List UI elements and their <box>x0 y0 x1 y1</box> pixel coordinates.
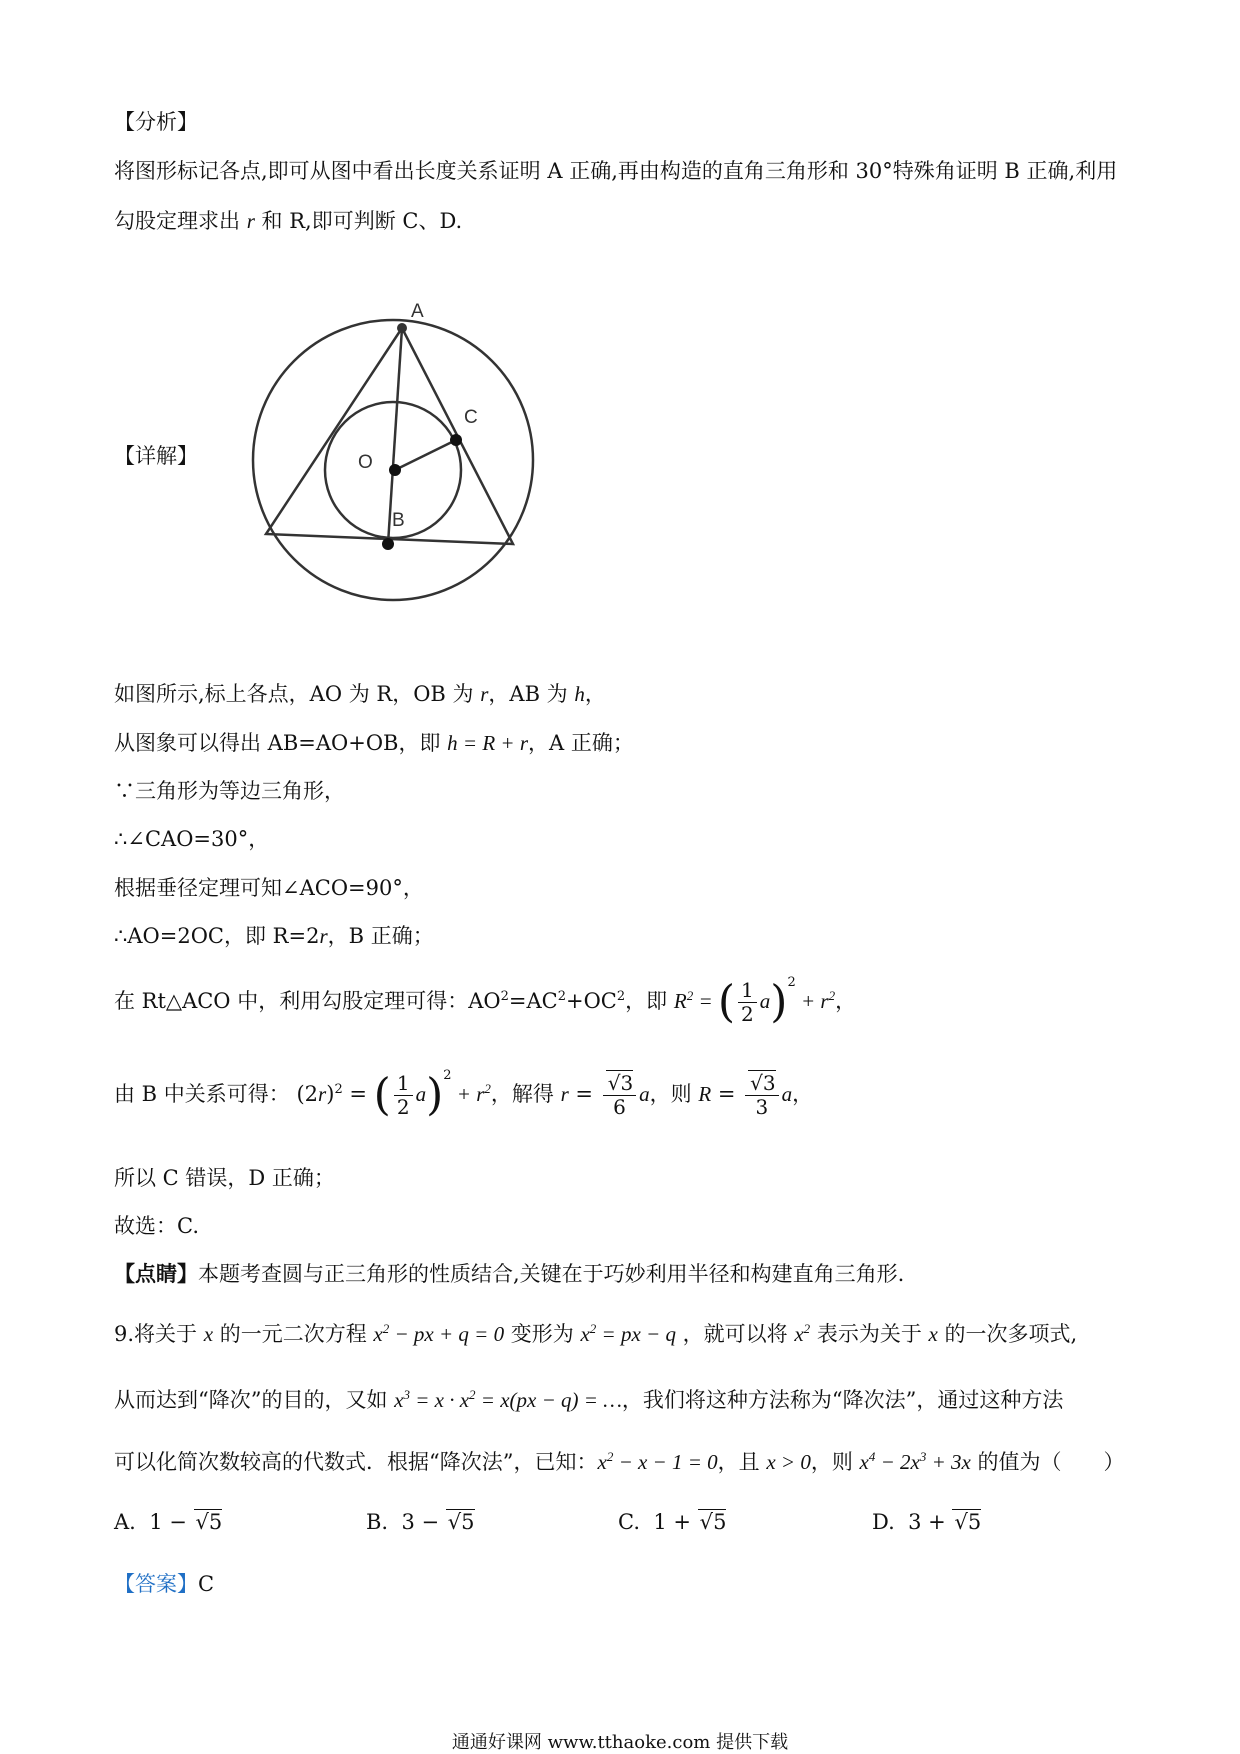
point-c <box>450 434 462 446</box>
solution-line-2: 从图象可以得出 AB=AO+OB，即 h = R + r，A 正确； <box>114 731 634 755</box>
label-b: B <box>392 510 405 531</box>
page-footer: 通通好课网 www.tthaoke.com 提供下载 <box>451 1732 789 1753</box>
given-equation: $x^2 - x - 1 = 0$ <box>597 1449 718 1474</box>
label-o: O <box>358 452 373 473</box>
solution-line-6: ∴AO=2OC，即 R=2r，B 正确； <box>114 924 434 948</box>
question-line-2: 从而达到“降次”的目的，又如 $x^3 = x \cdot x^2 = x(px - q)$ = …，我们将这种方法称为“降次法”，通过这种方法 <box>114 1387 1064 1412</box>
solution-line-9: 所以 C 错误，D 正确； <box>114 1166 335 1190</box>
solution-line-3: ∵三角形为等边三角形， <box>114 779 345 803</box>
option-a[interactable]: A. 1 − √5 <box>114 1510 223 1534</box>
solution-line-5: 根据垂径定理可知∠ACO=90°， <box>114 876 424 900</box>
solution-line-1: 如图所示,标上各点，AO 为 R，OB 为 r，AB 为 h， <box>114 682 606 706</box>
pythagoras-formula-1: $R^2$ = <box>673 988 718 1013</box>
segment-oc <box>395 440 456 470</box>
quadratic-equation: $x^2$ − px + q = 0 <box>373 1321 505 1346</box>
comment-line: 【点睛】本题考查圆与正三角形的性质结合,关键在于巧妙利用半径和构建直角三角形. <box>114 1261 905 1286</box>
point-o <box>389 464 401 476</box>
point-a <box>397 323 407 333</box>
detail-tag: 【详解】 <box>114 444 198 468</box>
solution-line-4: ∴∠CAO=30°， <box>114 827 270 851</box>
option-b[interactable]: B. 3 − √5 <box>366 1510 475 1534</box>
option-d[interactable]: D. 3 + √5 <box>872 1510 982 1534</box>
label-c: C <box>464 407 478 428</box>
solution-line-10: 故选：C. <box>114 1214 199 1238</box>
transformed-equation: $x^2$ = px − q <box>580 1321 676 1346</box>
option-c[interactable]: C. 1 + √5 <box>618 1510 727 1534</box>
comment-tag: 【点睛】 <box>114 1261 198 1286</box>
answer-value: C <box>198 1572 215 1596</box>
answer-tag: 【答案】 <box>114 1572 198 1596</box>
solution-line-7: 在 Rt△ACO 中，利用勾股定理可得：$AO^2=AC^2+OC^2$，即 $R^2$ = ( $\frac{1}{2}$ $a)^2 + r^2$， <box>114 975 857 1028</box>
analysis-tag: 【分析】 <box>114 110 198 134</box>
question-line-3: 可以化简次数较高的代数式．根据“降次法”，已知：$x^2 - x - 1 = 0$，且 x > 0，则 $x^4 - 2x^3 + 3x$ 的值为（ ） <box>114 1449 1125 1474</box>
r-result: r = $\frac{√3}{6}$ a <box>560 1071 650 1119</box>
solution-line-8: 由 B 中关系可得： $(2r)^2$ = ( $\frac{1}{2}$ $a)^2 + r^2$，解得 r = $\frac{√3}{6}$ a，则 R = $\frac{√3}{3}$ a， <box>114 1068 814 1121</box>
label-a: A <box>411 301 424 322</box>
analysis-line-1: 将图形标记各点,即可从图中看出长度关系证明 A 正确,再由构造的直角三角形和 30°特殊角证明 B 正确,利用 <box>114 159 1118 183</box>
question-line-1: 9.将关于 x 的一元二次方程 $x^2$ − px + q = 0 变形为 $x^2$ = px − q ，就可以将 $x^2$ 表示为关于 x 的一次多项式, <box>114 1321 1078 1346</box>
answer-line <box>114 1568 214 1598</box>
analysis-line-2: 勾股定理求出 r 和 R,即可判断 C、D. <box>114 209 463 233</box>
point-b <box>382 538 394 550</box>
circle-triangle-figure <box>250 290 540 620</box>
cubic-example: $x^3 = x \cdot x^2 = x(px - q)$ = … <box>394 1387 622 1412</box>
target-expression: $x^4 - 2x^3 + 3x$ <box>859 1449 971 1474</box>
relation-formula: $(2r)^2$ = <box>296 1082 374 1106</box>
big-r-result: R = $\frac{√3}{3}$ a <box>698 1071 793 1119</box>
